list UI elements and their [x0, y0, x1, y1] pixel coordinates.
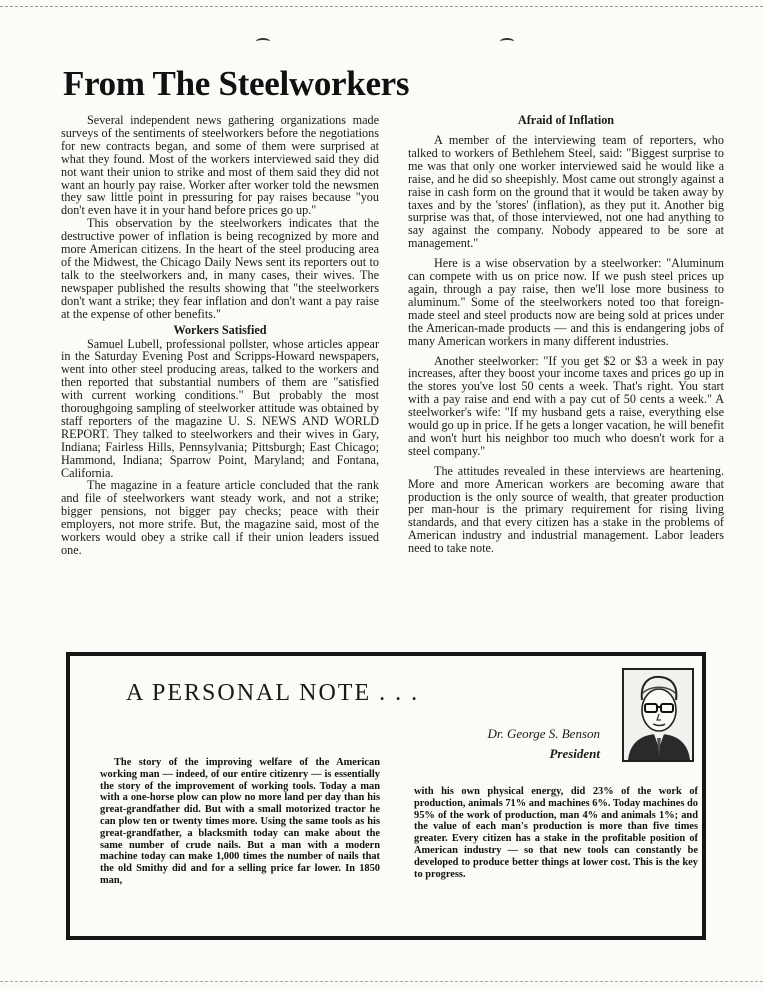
paragraph: The magazine in a feature article concluded that the rank and file of steelworkers want steady work, and not a strike; bigger pensions, not bigger pay checks; peace with their employers, not more strife. But, the magazine said, most of the workers would obey a strike call if their union leaders issued one.	[61, 478, 379, 557]
paragraph: Several independent news gathering organizations made surveys of the sentiments of steelworkers before the negotiations for new contracts began, and some of them were surprised at what they found. Most of the workers interviewed said they did not want their union to strike and most of them said they did not want an hourly pay raise. Worker after worker told the newsmen they saw little point in pressuring for pay raises because "you don't even have it in your hand before prices go up."	[61, 113, 379, 218]
paragraph: Another steelworker: "If you get $2 or $3 a week in pay increases, after they boost your income taxes and prices go up in the stores you've lost 50 cents a week. That's right. You start with a pay raise and end with a pay cut of 50 cents a week." A steelworker's wife: "If my husband gets a raise, everything else would go up in price. If he gets a longer vacation, he will benefit and won't hurt his neighbor too much who doesn't work for a steel company."	[408, 353, 724, 458]
paragraph: The attitudes revealed in these interviews are heartening. More and more American workers are becoming aware that production is the only source of wealth, that greater production per man-hour is the primary requirement for rising living standards, and that every citizen has a stake in the problems of American industry and industrial management. Labor leaders need to take note.	[408, 463, 724, 556]
paragraph: A member of the interviewing team of reporters, who talked to workers of Bethlehem Steel, said: "Biggest surprise to me was that only one worker interviewed said he would like a raise, and he did so sheepishly. Most came out strongly against a raise in cash form on the ground that it would be taken away by taxes and by the 'stores' (inflation), as they put it. Another big surprise was that, of those interviewed, not one had anything to say against the company. Nobody appeared to be sore at management."	[408, 133, 724, 251]
hole-punch-mark-right	[500, 38, 514, 45]
paragraph: This observation by the steelworkers indicates that the destructive power of inflation is being recognized by more and more American citizens. In the heart of the steel producing area of the Midwest, the Chicago Daily News sent its reporters out to talk to the steelworkers and, in many cases, their wives. The newspaper published the results showing that "the steelworkers don't want a strike; they fear inflation and don't want a pay raise at the expense of other benefits."	[61, 216, 379, 321]
section-heading: Afraid of Inflation	[517, 113, 615, 127]
personal-note-box	[66, 652, 706, 940]
paragraph: Samuel Lubell, professional pollster, whose articles appear in the Saturday Evening Post and Scripps-Howard newspapers, went into other steel producing areas, talked to the workers and then reported that substantial numbers of them are "satisfied with current working conditions." But probably the most thoroughgoing sampling of steelworker attitude was obtained by staff reporters of the magazine U. S. NEWS AND WORLD REPORT. They talked to steelworkers and their wives in Gary, Indiana; Fairless Hills, Pennsylvania; Pittsburgh; East Chicago; Hammond, Indiana; Sparrow Point, Maryland; and Fontana, California.	[61, 336, 379, 480]
personal-note-right-column	[414, 786, 698, 880]
article-title: From The Steelworkers	[63, 64, 410, 103]
section-heading: Workers Satisfied	[173, 322, 267, 337]
personal-note-left-column	[100, 757, 380, 887]
paragraph: Here is a wise observation by a steelworker: "Aluminum can compete with us on price now. If we push steel prices up again, through a pay raise, then we'll lose more business to aluminum." Some of the steelworkers noted too that foreign-made steel and steel products now are being sold at prices under the American-made products — and this is endangering jobs of many American workers in many different industries.	[408, 256, 724, 348]
top-rule	[0, 6, 763, 7]
author-name: Dr. George S. Benson	[487, 726, 600, 741]
bottom-rule	[0, 981, 763, 982]
paragraph: The story of the improving welfare of the American working man — indeed, of our entire citizenry — is essentially the story of the improvement of working tools. Today a man with a one-horse plow can plow no more land per day than his great-grandfather did. But with a small motorized tractor he can plow ten or twenty times more. Using the same tools as his great-grandfather, a blacksmith today can make about the same number of crude nails. But a man with a modern machine today can make 1,000 times the number of nails that the old Smithy did and for a selling price far lower. In 1850 man,	[100, 757, 380, 886]
article-left-column	[61, 114, 379, 557]
paragraph: with his own physical energy, did 23% of the work of production, animals 71% and machines 6%. Today machines do 95% of the work of production, man 4% and animals 1%; and the value of each man's production is more than five times greater. Every citizen has a stake in the profitable position of American industry — so that new tools can constantly be developed to produce better things at lower cost. This is the key to progress.	[414, 786, 698, 880]
hole-punch-mark-left	[256, 38, 270, 45]
article-right-column	[408, 112, 724, 555]
author-portrait	[622, 668, 694, 762]
author-title: President	[549, 746, 600, 761]
personal-note-title: A PERSONAL NOTE . . .	[126, 680, 420, 706]
portrait-sketch-icon	[624, 670, 692, 760]
